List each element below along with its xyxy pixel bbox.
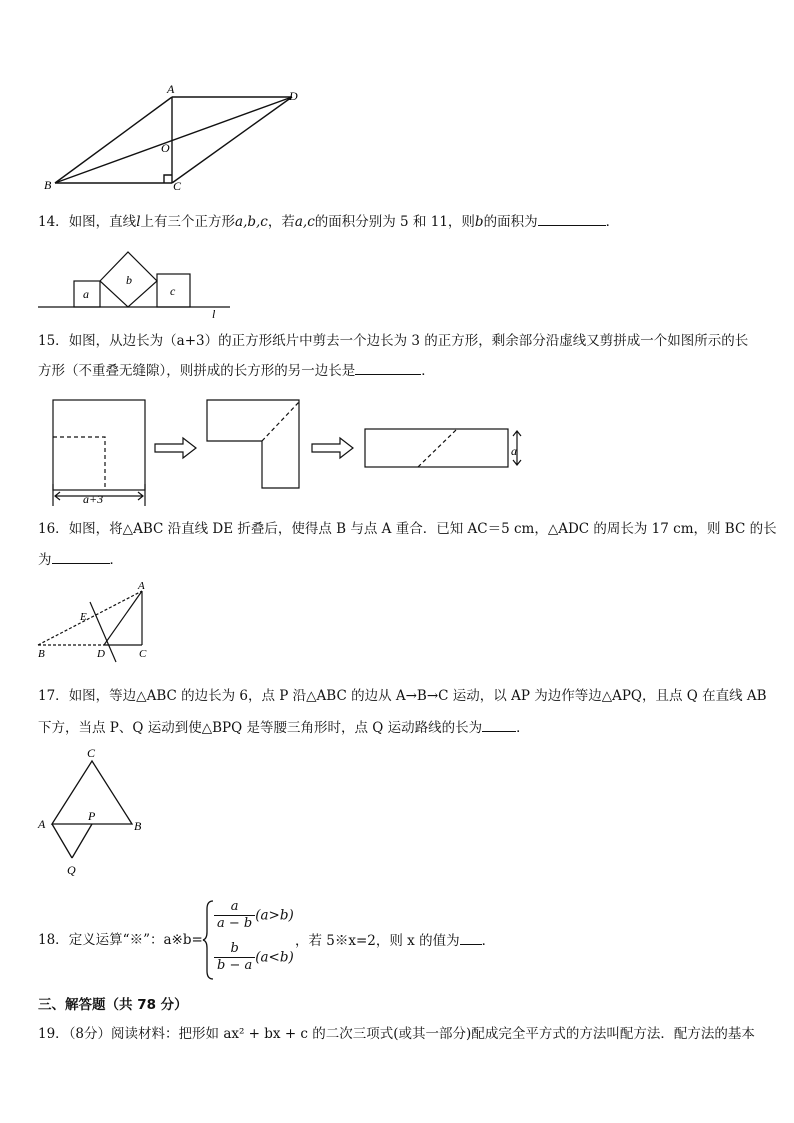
figure-q15-cut-paste <box>40 392 540 510</box>
label-O: O <box>161 141 170 155</box>
label-B: B <box>44 178 52 192</box>
label-Q: Q <box>67 863 76 877</box>
q14-text: 的面积分别为 5 和 11，则 <box>314 214 475 230</box>
question-16-line2 <box>38 549 123 570</box>
q17-end: ． <box>516 720 530 736</box>
q14-text: 如图，直线 <box>68 214 137 230</box>
answer-blank[interactable] <box>460 930 482 945</box>
label-A: A <box>167 82 175 96</box>
case-1-fraction <box>214 899 255 932</box>
case-1-denominator: a − b <box>217 916 253 931</box>
vars-abc: a,b,c <box>235 214 268 230</box>
square-c-label: c <box>170 284 176 298</box>
q15-end: ． <box>421 363 435 379</box>
q14-text: 上有三个正方形 <box>140 214 236 230</box>
q15-text: 方形（不重叠无缝隙），则拼成的长方形的另一边长是 <box>38 363 356 379</box>
q15-text: 如图，从边长为（a+3）的正方形纸片中剪去一个边长为 3 的正方形，剩余部分沿虚线又剪拼成一个如图所示的长 <box>68 333 749 349</box>
figure-q14-squares <box>34 240 244 320</box>
label-C: C <box>173 179 182 193</box>
question-17-line2 <box>38 717 530 738</box>
q18-lead <box>38 930 203 950</box>
label-C: C <box>139 648 147 660</box>
vars-ac: a,c <box>294 214 315 230</box>
question-15-line2 <box>38 360 435 381</box>
q18-text: 定义运算“※”：a※b= <box>68 932 203 948</box>
line-l-label: l <box>212 307 216 320</box>
answer-blank[interactable] <box>538 211 606 226</box>
q18-end: ． <box>481 933 496 949</box>
label-A: A <box>138 580 145 592</box>
case-1-numerator: a <box>214 899 255 916</box>
label-A: A <box>38 817 46 831</box>
q17-text: 如图，等边△ABC 的边长为 6，点 P 沿△ABC 的边从 A→B→C 运动，以 AP 为边作等边△APQ，且点 Q 在直线 AB <box>68 688 767 704</box>
label-P: P <box>88 809 96 823</box>
q16-end: ． <box>109 552 123 568</box>
case-2-denominator: b − a <box>217 958 253 973</box>
q14-text: 的面积为 <box>483 214 538 230</box>
case-2-numerator: b <box>214 941 255 958</box>
side-label-a: a <box>511 444 517 458</box>
label-D: D <box>289 89 298 103</box>
section-title: 三、解答题（共 78 分） <box>38 997 188 1013</box>
q14-text: ，若 <box>267 214 295 230</box>
question-number: 18． <box>38 932 69 948</box>
q18-text: ，若 5※x=2，则 x 的值为 <box>295 933 460 949</box>
q17-text: 下方，当点 P、Q 运动到使△BPQ 是等腰三角形时，点 Q 运动路线的长为 <box>38 720 483 736</box>
figure-q13-parallelogram <box>30 80 320 195</box>
answer-blank[interactable] <box>355 360 421 375</box>
question-19 <box>38 1024 755 1044</box>
q19-text: （8分）阅读材料：把形如 ax² + bx + c 的二次三项式(或其一部分)配成完全平方式的方法叫配方法．配方法的基本 <box>68 1026 755 1042</box>
question-17-line1 <box>38 686 767 706</box>
dim-label-a-plus-3: a+3 <box>83 492 104 506</box>
q16-text: 如图，将△ABC 沿直线 DE 折叠后，使得点 B 与点 A 重合．已知 AC＝5 cm，△ADC 的周长为 17 cm，则 BC 的长 <box>68 521 777 537</box>
question-14 <box>38 211 619 232</box>
label-B: B <box>134 819 142 833</box>
case-1-condition: (a>b) <box>255 907 294 924</box>
label-D: D <box>97 648 105 660</box>
case-2-fraction <box>214 941 255 974</box>
question-18 <box>38 897 638 983</box>
question-number: 17． <box>38 688 69 704</box>
case-1 <box>214 899 294 932</box>
figure-q17-triangle <box>34 745 154 880</box>
question-number: 19． <box>38 1026 69 1042</box>
q18-tail <box>295 930 495 951</box>
answer-blank[interactable] <box>52 549 110 564</box>
question-16-line1 <box>38 519 777 539</box>
question-number: 16． <box>38 521 69 537</box>
question-number: 14． <box>38 214 69 230</box>
label-C: C <box>87 746 96 760</box>
var-l: l <box>136 214 141 230</box>
label-E: E <box>80 611 87 623</box>
q16-text: 为 <box>38 552 52 568</box>
question-number: 15． <box>38 333 69 349</box>
question-15-line1 <box>38 331 748 351</box>
figure-q16-fold <box>34 580 164 665</box>
var-b: b <box>474 214 484 230</box>
square-a-label: a <box>83 287 89 301</box>
case-2-condition: (a<b) <box>255 949 294 966</box>
square-b-label: b <box>126 273 132 287</box>
case-2 <box>214 941 294 974</box>
q14-end: ． <box>605 214 620 230</box>
left-brace <box>201 899 215 981</box>
answer-blank[interactable] <box>482 717 516 732</box>
label-B: B <box>38 648 45 660</box>
